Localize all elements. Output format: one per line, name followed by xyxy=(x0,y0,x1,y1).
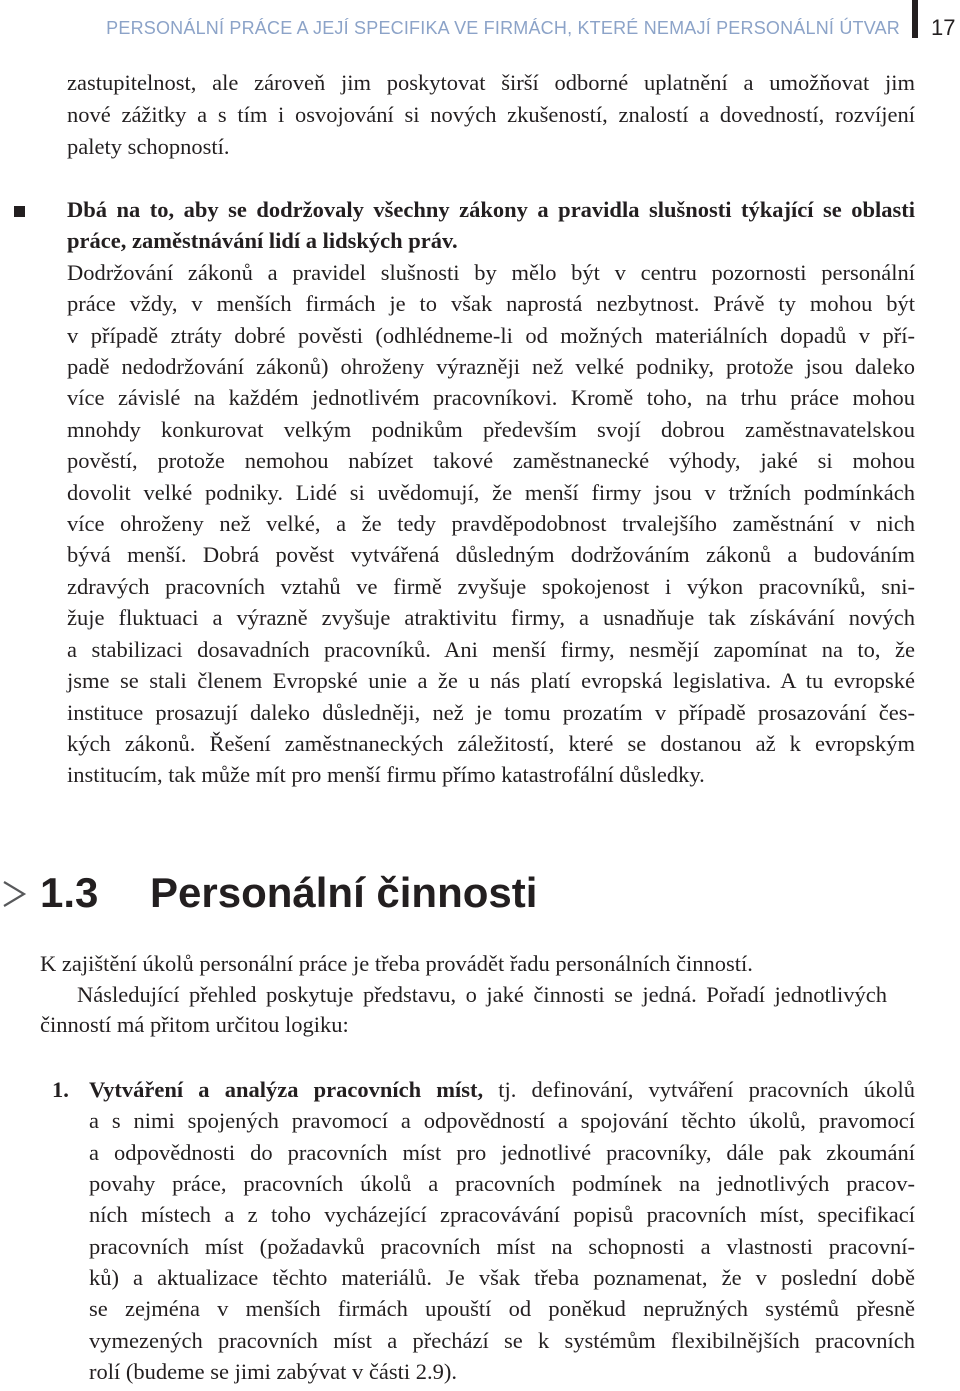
text-line: zastupitelnost, ale zároveň jim poskytovat širší odborné uplatnění a umožňovat jim xyxy=(67,70,915,95)
text-line: bývá menší. Dobrá pověst vytvářená důsledným dodržováním zákonů a budováním xyxy=(67,542,915,568)
text-line: povahy práce, pracovních úkolů a pracovních podmínek na jednotlivých pracov- xyxy=(89,1171,915,1197)
text-line: palety schopností. xyxy=(67,133,230,159)
text-line xyxy=(89,1074,915,1105)
text-line: a odpovědnosti do pracovních míst pro jednotlivé pracovníky, dále pak zkoumání xyxy=(89,1139,915,1165)
text-line: mnohdy konkurovat velkým podnikům především svojí dobrou zaměstnavatelskou xyxy=(67,416,915,442)
text-line: práce vždy, v menších firmách je to však naprostá nezbytnost. Právě ty mohou být xyxy=(67,291,915,317)
running-title: PERSONÁLNÍ PRÁCE A JEJÍ SPECIFIKA VE FIRMÁCH, KTERÉ NEMAJÍ PERSONÁLNÍ ÚTVAR xyxy=(106,18,900,38)
text-line: více závislé na každém jednotlivém pracovníkovi. Kromě toho, na trhu práce mohou xyxy=(67,385,915,411)
square-bullet-icon xyxy=(14,206,25,217)
continuation-paragraph xyxy=(67,67,915,162)
bullet-heading-line: Dbá na to, aby se dodržovaly všechny zákony a pravidla slušnosti týkající se oblasti xyxy=(67,197,915,222)
text-line: a stabilizaci dosavadních pracovníků. Ani menší firmy, nesmějí zapomínat na to, že xyxy=(67,636,915,662)
text-line: instituce prosazují daleko důsledněji, než je tomu prozatím v případě prosazování čes- xyxy=(67,699,915,725)
text-line: vymezených pracovních míst a přechází se k systémům flexibilnějších pracovních xyxy=(89,1327,915,1353)
text-run: tj. definování, vytváření pracovních úkolů xyxy=(498,1077,916,1102)
text-line: kých zákonů. Řešení zaměstnaneckých záležitostí, které se dostanou až k evropským xyxy=(67,730,915,756)
list-item-number: 1. xyxy=(52,1077,69,1102)
text-line: v případě ztráty dobré pověsti (odhlédneme-li od možných materiálních dopadů v pří- xyxy=(67,322,915,348)
text-line: rolí (budeme se jimi zabývat v části 2.9). xyxy=(89,1359,458,1385)
text-line: činností má přitom určitou logiku: xyxy=(40,1012,349,1037)
list-item xyxy=(89,1074,915,1387)
section-title: Personální činnosti xyxy=(150,869,538,916)
bullet-item xyxy=(67,194,915,791)
text-line: žuje fluktuaci a výrazně zvyšuje atraktivitu firmy, a usnadňuje tak získávání nových xyxy=(67,605,915,631)
section-intro xyxy=(40,949,887,1041)
text-line: ků) a aktualizace těchto materiálů. Je však třeba poznamenat, že v poslední době xyxy=(89,1265,915,1291)
text-line: dovolit velké podniky. Lidé si uvědomují, že menší firmy jsou v tržních podmínkách xyxy=(67,479,915,505)
text-line: nové zážitky a s tím i osvojování si nových zkušeností, znalostí a dovedností, rozvíjení xyxy=(67,101,915,127)
text-line: se zejména v menších firmách upouští od poněkud nepružných systémů přesně xyxy=(89,1296,915,1322)
text-line: ních místech a z toho vycházející zpracovávání popisů pracovních míst, specifikací xyxy=(89,1202,915,1228)
text-line: K zajištění úkolů personální práce je třeba provádět řadu personálních činností. xyxy=(40,951,753,976)
bullet-heading-line: práce, zaměstnávání lidí a lidských práv. xyxy=(67,228,458,254)
text-line: více ohroženy než velké, a že tedy pravděpodobnost trvalejšího zaměstnání v nich xyxy=(67,511,915,537)
text-line: padě nedodržování zákonů) ohroženy výrazněji než velké podniky, protože jsou daleko xyxy=(67,354,915,380)
text-line: pověstí, protože nemohou nabízet takové zaměstnanecké výhody, jaké si mohou xyxy=(67,448,915,474)
header-rule xyxy=(912,0,918,38)
text-line: Následující přehled poskytuje představu, o jaké činnosti se jedná. Pořadí jednotlivých xyxy=(77,981,887,1007)
section-number: 1.3 xyxy=(40,869,99,916)
list-item-title: Vytváření a analýza pracovních míst, xyxy=(89,1077,484,1102)
text-line: institucím, tak může mít pro menší firmu přímo katastrofální důsledky. xyxy=(67,762,705,788)
text-line: Dodržování zákonů a pravidel slušnosti by mělo být v centru pozornosti personální xyxy=(67,259,915,285)
text-line: jsme se stali členem Evropské unie a že u nás platí evropská legislativa. A tu evropské xyxy=(67,668,915,694)
chevron-right-icon xyxy=(0,879,28,909)
page-number: 17 xyxy=(931,15,956,40)
text-line: pracovních míst (požadavků pracovních míst na schopnosti a vlastnosti pracovní- xyxy=(89,1233,915,1259)
text-line: zdravých pracovních vztahů ve firmě zvyšuje spokojenost i výkon pracovníků, sni- xyxy=(67,573,915,599)
text-line: a s nimi spojených pravomocí a odpovědností a spojování těchto úkolů, pravomocí xyxy=(89,1108,915,1134)
